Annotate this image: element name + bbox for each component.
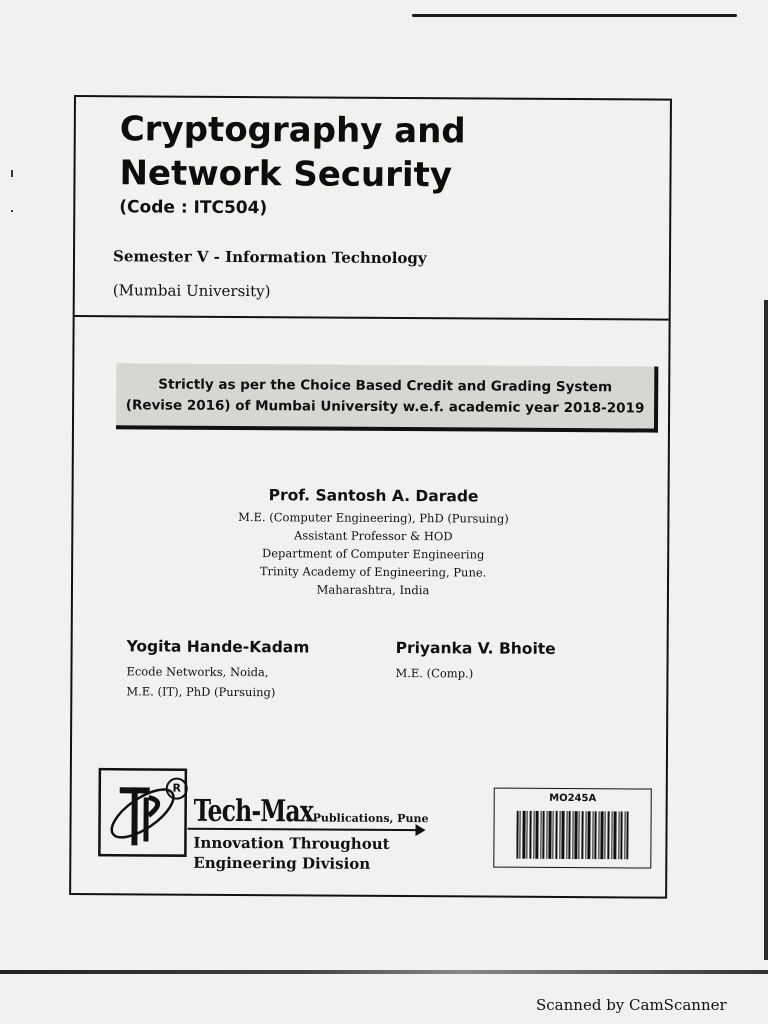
co-author-2-detail: M.E. (Comp.): [395, 665, 474, 681]
banner-line-1: Strictly as per the Choice Based Credit and Grading System: [158, 376, 613, 396]
main-author-name: Prof. Santosh A. Darade: [268, 486, 479, 506]
barcode-code: MO245A: [549, 792, 597, 805]
publisher-sub: Publications, Pune: [312, 811, 429, 826]
scan-bottom-edge: [0, 970, 768, 974]
co-author-1: [126, 637, 309, 702]
barcode-box: [493, 788, 651, 869]
co-author-1-name: Yogita Hande-Kadam: [126, 637, 310, 657]
barcode-icon: [516, 811, 628, 860]
syllabus-banner: [116, 363, 658, 432]
publisher-brand: [194, 794, 429, 830]
semester-label: Semester V - Information Technology: [112, 247, 427, 268]
co-author-2: [395, 639, 555, 684]
scan-speck: [11, 210, 13, 212]
scan-edge-line: [412, 14, 737, 17]
scan-edge-shadow: [764, 300, 768, 960]
title-line-2: Network Security: [119, 153, 453, 196]
cover-frame: [69, 95, 672, 899]
publisher-tagline-2: Engineering Division: [193, 853, 371, 873]
main-author-detail: Trinity Academy of Engineering, Pune.: [259, 564, 487, 580]
university-label: (Mumbai University): [112, 281, 271, 301]
co-author-1-detail: M.E. (IT), PhD (Pursuing): [126, 684, 276, 700]
main-author-detail: M.E. (Computer Engineering), PhD (Pursuing): [238, 510, 509, 526]
course-code: (Code : ITC504): [119, 197, 268, 219]
publisher-name: Tech-Max: [193, 793, 314, 830]
main-author-detail: Assistant Professor & HOD: [294, 528, 453, 544]
co-author-1-detail: Ecode Networks, Noida,: [126, 664, 269, 680]
banner-line-2: (Revise 2016) of Mumbai University w.e.f. academic year 2018-2019: [125, 397, 645, 417]
co-author-2-name: Priyanka V. Bhoite: [395, 638, 556, 658]
registered-mark-icon: R: [166, 778, 188, 800]
main-author-detail: Department of Computer Engineering: [261, 546, 485, 562]
section-divider: [75, 315, 669, 320]
book-title: [119, 107, 465, 197]
scan-speck: [11, 170, 13, 177]
scanner-watermark: Scanned by CamScanner: [536, 996, 727, 1014]
main-author-detail: Maharashtra, India: [316, 582, 430, 598]
publisher-tagline-1: Innovation Throughout: [193, 833, 390, 853]
title-line-1: Cryptography and: [119, 109, 466, 152]
main-author: [163, 486, 584, 601]
publisher-tagline: [193, 833, 389, 874]
